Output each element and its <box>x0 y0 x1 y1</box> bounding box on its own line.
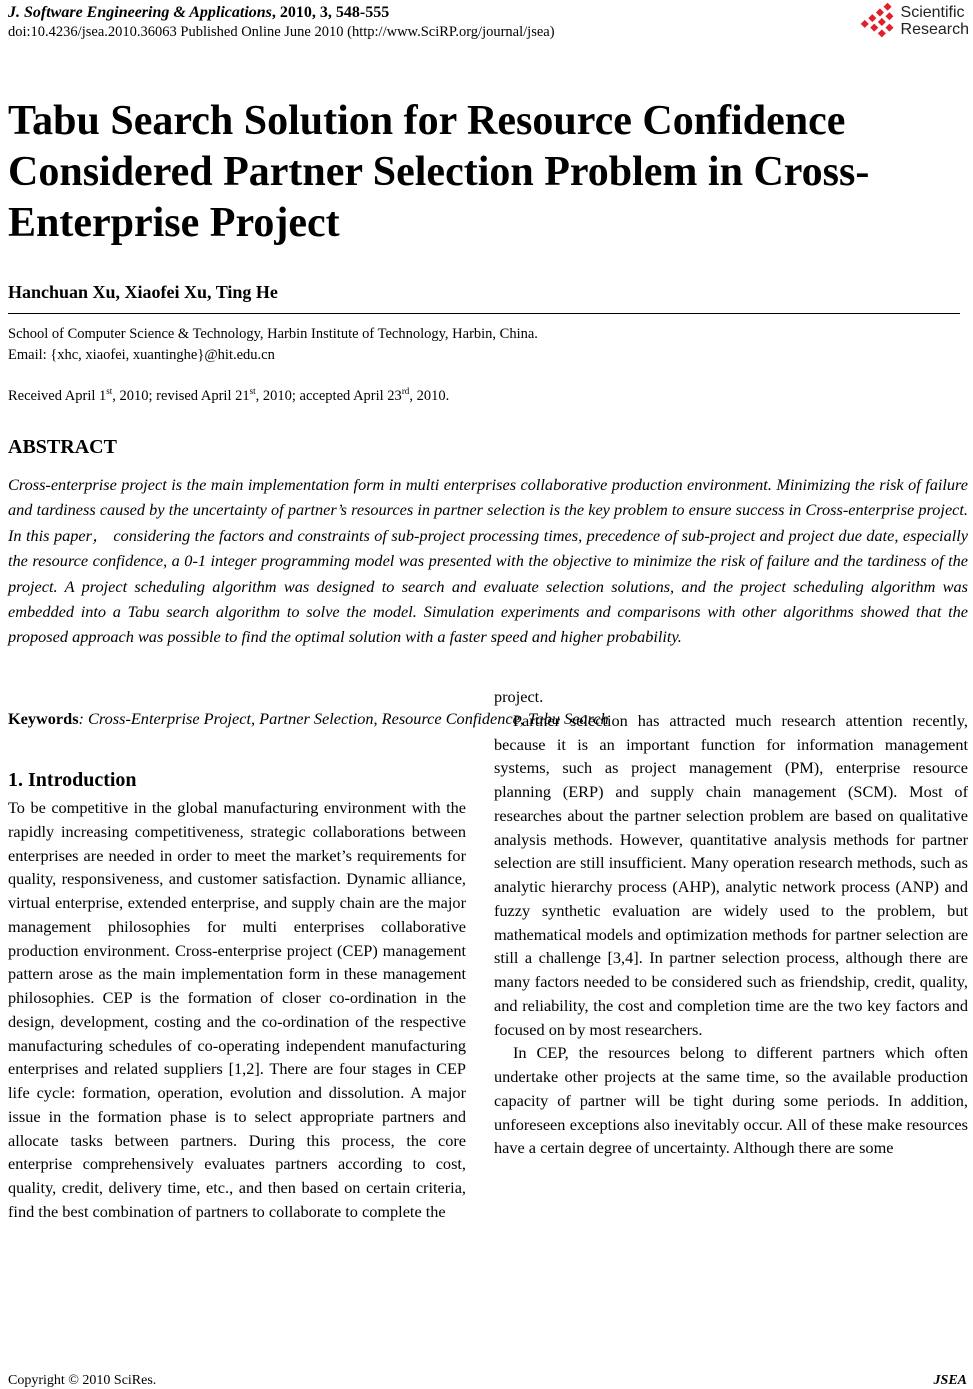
paragraph: project. <box>494 687 544 706</box>
authors: Hanchuan Xu, Xiaofei Xu, Ting He <box>8 282 278 302</box>
journal-header <box>8 4 389 22</box>
left-column <box>8 796 466 1224</box>
section-heading: 1. Introduction <box>8 769 137 791</box>
ordinal: st <box>249 386 256 396</box>
received-dates <box>8 386 449 405</box>
abstract-heading: ABSTRACT <box>8 436 117 458</box>
publisher-logo <box>860 2 969 40</box>
affiliation: School of Computer Science & Technology, Harbin Institute of Technology, Harbin, China. <box>8 326 538 342</box>
date-end: , 2010. <box>409 387 450 404</box>
logo-line-2: Research <box>900 21 969 38</box>
paper-title: Tabu Search Solution for Resource Confidence Considered Partner Selection Problem in Cross-Enterprise Project <box>8 98 870 246</box>
email: Email: {xhc, xiaofei, xuantinghe}@hit.edu.cn <box>8 347 275 363</box>
paragraph: Partner selection has attracted much research attention recently, because it is an important function for information management systems, such as project management (PM), enterprise resource planning (ERP) and supply chain management (SCM). Most of researches about the partner selection problem are based on qualitative analysis methods. However, quantitative analysis methods for partner selection are still insufficient. Many operation research methods, such as analytic hierarchy process (AHP), analytic network process (ANP) and fuzzy synthetic evaluation are widely used to the problem, but mathematical models and optimization methods for partner selection are still a challenge [3,4]. In partner selection process, although there are many factors needed to be considered such as friendship, credit, quality, and reliability, the cost and completion time are the two key factors and focused on by most researchers. <box>494 710 968 1039</box>
keywords-text: : Cross-Enterprise Project, Partner Selection, Resource Confidence, Tabu Search <box>78 709 609 728</box>
affiliation-block <box>8 324 538 366</box>
divider <box>8 313 960 314</box>
journal-name: J. Software Engineering & Applications <box>8 4 272 21</box>
logo-line-1: Scientific <box>900 4 965 21</box>
received-text: Received April 1 <box>8 387 107 404</box>
paragraph: In CEP, the resources belong to different partners which often undertake other projects at the same time, so the available production capacity of partner will be tight during some periods. In addition, unforeseen exceptions also inevitably occur. All of these make resources have a certain degree of uncertainty. Although there are some <box>494 1043 968 1158</box>
right-column <box>494 685 968 1160</box>
journal-abbreviation: JSEA <box>933 1373 967 1388</box>
revised-text: , 2010; revised April 21 <box>112 387 250 404</box>
diamond-logo-icon <box>860 2 898 40</box>
keywords-label: Keywords <box>8 709 79 728</box>
accepted-text: , 2010; accepted April 23 <box>255 387 402 404</box>
ordinal: rd <box>401 386 410 396</box>
doi-line: doi:10.4236/jsea.2010.36063 Published Online June 2010 (http://www.SciRP.org/journal/jsea) <box>8 24 555 40</box>
abstract-text: Cross-enterprise project is the main implementation form in multi enterprises collaborative production environment. Minimizing the risk of failure and tardiness caused by the uncertainty of partner’s resources in partner selection is the key problem to ensure success in Cross-enterprise project. In this paper， considering the factors and constraints of sub-project processing times, precedence of sub-project and project due date, especially the resource confidence, a 0-1 integer programming model was presented with the objective to minimize the risk of failure and the tardiness of the project. A project scheduling algorithm was designed to search and evaluate selection solutions, and the project scheduling algorithm was embedded into a Tabu search algorithm to solve the model. Simulation experiments and comparisons with other algorithms showed that the proposed approach was possible to find the optimal solution with a faster speed and higher probability. <box>8 475 968 647</box>
ordinal: st <box>106 386 113 396</box>
journal-citation: , 2010, 3, 548-555 <box>271 4 390 21</box>
paragraph: To be competitive in the global manufacturing environment with the rapidly increasing competitiveness, strategic collaborations between enterprises are needed in order to meet the market’s requirements for quality, responsiveness, and customer satisfaction. Dynamic alliance, virtual enterprise, extended enterprise, and supply chain are the major management philosophies for multi enterprises collaborative production environment. Cross-enterprise project (CEP) management pattern arose as the main implementation form in these management philosophies. CEP is the formation of closer co-ordination in the design, development, costing and the co-ordination of the respective manufacturing schedules of co-operating independent manufacturing enterprises and related suppliers [1,2]. There are four stages in CEP life cycle: formation, operation, evolution and dissolution. A major issue in the formation phase is to select appropriate partners and allocate tasks between partners. During this process, the core enterprise comprehensively evaluates partners according to cost, quality, credit, delivery time, etc., and then based on certain criteria, find the best combination of partners to collaborate to complete the <box>8 798 466 1221</box>
copyright: Copyright © 2010 SciRes. <box>8 1373 157 1388</box>
